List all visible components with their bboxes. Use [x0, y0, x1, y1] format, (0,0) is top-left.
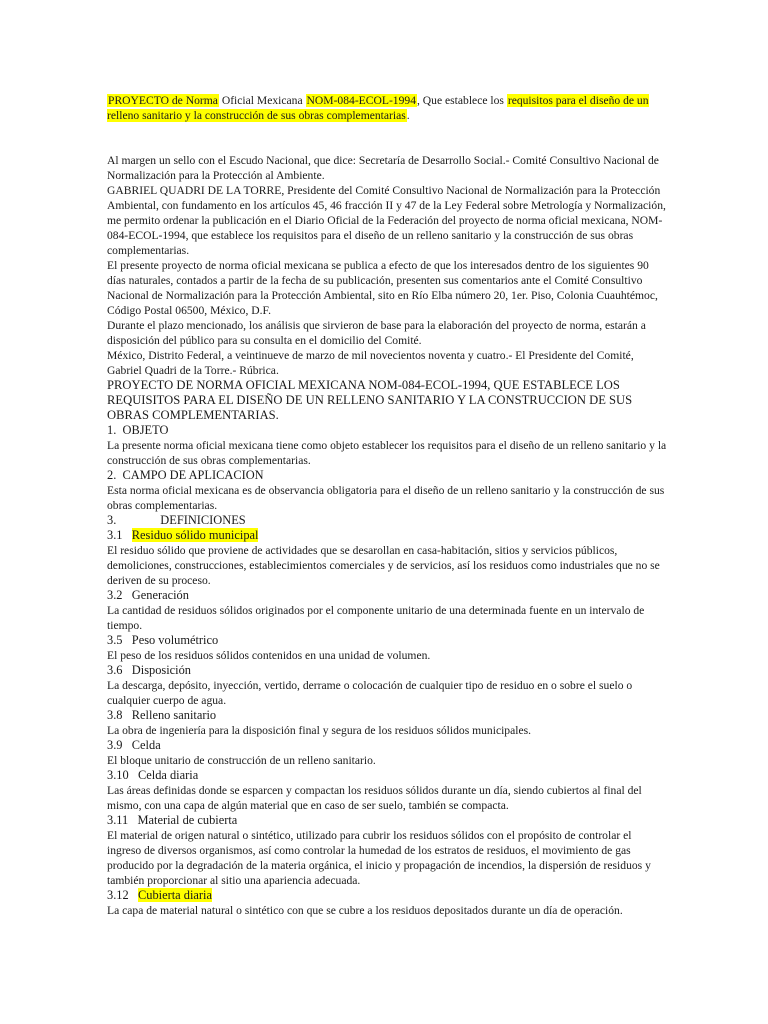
section-text-objeto: La presente norma oficial mexicana tiene como objeto establecer los requisitos para el diseño de un relleno sanitario y la construcción de sus obras complementarias. [107, 439, 667, 467]
definition-heading [107, 888, 667, 903]
definition-text: El residuo sólido que proviene de actividades que se desarollan en casa-habitación, sitios y servicios públicos, demoliciones, construcciones, establecimientos comerciales y de servicios, así los residuos como industriales que no se deriven de su proceso. [107, 544, 660, 587]
definition-number: 3.12 [107, 888, 129, 902]
definition-term: Material de cubierta [137, 813, 238, 827]
definition-heading [107, 813, 667, 828]
definition-number: 3.6 [107, 663, 123, 677]
definition-term: Celda [131, 738, 161, 752]
section-title: DEFINICIONES [160, 513, 246, 527]
definition-term: Relleno sanitario [131, 708, 217, 722]
section-heading-campo [107, 468, 667, 483]
definition-term: Cubierta diaria [137, 888, 212, 902]
definition-text: Las áreas definidas donde se esparcen y compactan los residuos sólidos durante un día, siendo cubiertos al final del mismo, con una capa de algún material que en caso de ser suelo, también se compacta. [107, 784, 642, 812]
definitions-list [107, 528, 667, 918]
definition-number: 3.1 [107, 528, 123, 542]
definition-heading [107, 768, 667, 783]
definition-term: Disposición [131, 663, 191, 677]
definition-number: 3.9 [107, 738, 123, 752]
title-highlight-1: PROYECTO de Norma [108, 94, 218, 107]
section-heading-objeto [107, 423, 667, 438]
paragraph-signature: México, Distrito Federal, a veintinueve de marzo de mil novecientos noventa y cuatro.- El Presidente del Comité, Gabriel Quadri de la Torre.- Rúbrica. [107, 349, 634, 377]
definition-term: Celda diaria [137, 768, 199, 782]
section-text-campo: Esta norma oficial mexicana es de observancia obligatoria para el diseño de un relleno sanitario y la construcción de sus obras complementarias. [107, 484, 665, 512]
definition-term: Generación [131, 588, 189, 602]
definition-text: El bloque unitario de construcción de un relleno sanitario. [107, 754, 376, 767]
document-title [107, 93, 667, 123]
definition-number: 3.11 [107, 813, 129, 827]
section-title: OBJETO [122, 423, 169, 437]
paragraph-president: GABRIEL QUADRI DE LA TORRE, Presidente del Comité Consultivo Nacional de Normalización para la Protección Ambiental, con fundamento en los artículos 45, 46 fracción II y 47 de la Ley Federal sobre Metrología y Normalización, me permito ordenar la publicación en el Diario Oficial de la Federación del proyecto de norma oficial mexicana, NOM-084-ECOL-1994, que establece los requisitos para el diseño de un relleno sanitario y la construcción de sus obras complementarias. [107, 184, 666, 257]
section-number: 3. [107, 513, 117, 527]
section-number: 1. [107, 423, 117, 437]
definition-number: 3.2 [107, 588, 123, 602]
definition-term: Residuo sólido municipal [131, 528, 259, 542]
definition-text: La descarga, depósito, inyección, vertido, derrame o colocación de cualquier tipo de residuo en o sobre el suelo o cualquier cuerpo de agua. [107, 679, 633, 707]
definition-text: La capa de material natural o sintético con que se cubre a los residuos depositados durante un día de operación. [107, 904, 623, 917]
section-heading-definiciones [107, 513, 667, 528]
definition-heading [107, 738, 667, 753]
definition-number: 3.5 [107, 633, 123, 647]
title-highlight-2: NOM-084-ECOL-1994 [306, 94, 416, 107]
definition-heading [107, 708, 667, 723]
definition-number: 3.10 [107, 768, 129, 782]
definition-heading [107, 588, 667, 603]
definition-text: El peso de los residuos sólidos contenidos en una unidad de volumen. [107, 649, 431, 662]
definition-term: Peso volumétrico [131, 633, 219, 647]
document-content [107, 93, 667, 918]
paragraph-deadline: Durante el plazo mencionado, los análisis que sirvieron de base para la elaboración del proyecto de norma, estarán a disposición del público para su consulta en el domicilio del Comité. [107, 319, 646, 347]
definition-text: La obra de ingeniería para la disposición final y segura de los residuos sólidos municipales. [107, 724, 532, 737]
definition-text: El material de origen natural o sintético, utilizado para cubrir los residuos sólidos con el propósito de controlar el ingreso de diversos organismos, así como controlar la humedad de los estratos de residuos, el movimiento de gas producido por la degradación de la materia orgánica, el inicio y propagación de incendios, la dispersión de residuos y también proporcionar al sitio una apariencia adecuada. [107, 829, 651, 887]
paragraph-seal: Al margen un sello con el Escudo Nacional, que dice: Secretaría de Desarrollo Social.- Comité Consultivo Nacional de Normalización para la Protección al Ambiente. [107, 154, 659, 182]
section-title: CAMPO DE APLICACION [122, 468, 264, 482]
title-text-2: , Que establece los [417, 94, 507, 107]
title-text-3: . [406, 109, 410, 122]
definition-heading [107, 528, 667, 543]
definition-text: La cantidad de residuos sólidos originados por el componente unitario de una determinada fuente en un intervalo de tiempo. [107, 604, 645, 632]
definition-heading [107, 663, 667, 678]
norm-heading: PROYECTO DE NORMA OFICIAL MEXICANA NOM-084-ECOL-1994, QUE ESTABLECE LOS REQUISITOS PARA EL DISEÑO DE UN RELLENO SANITARIO Y LA CONSTRUCCION DE SUS OBRAS COMPLEMENTARIAS. [107, 378, 633, 422]
section-number: 2. [107, 468, 117, 482]
title-text-1: Oficial Mexicana [218, 94, 306, 107]
definition-heading [107, 633, 667, 648]
title-highlight-3: requisitos para el diseño de un relleno sanitario y la construcción de sus obras complementarias [107, 94, 649, 122]
definition-number: 3.8 [107, 708, 123, 722]
paragraph-publication: El presente proyecto de norma oficial mexicana se publica a efecto de que los interesados dentro de los siguientes 90 días naturales, contados a partir de la fecha de su publicación, presenten sus comentarios ante el Comité Consultivo Nacional de Normalización para la Protección Ambiental, sito en Río Elba número 20, 1er. Piso, Colonia Cuauhtémoc, Código Postal 06500, México, D.F. [107, 259, 658, 317]
